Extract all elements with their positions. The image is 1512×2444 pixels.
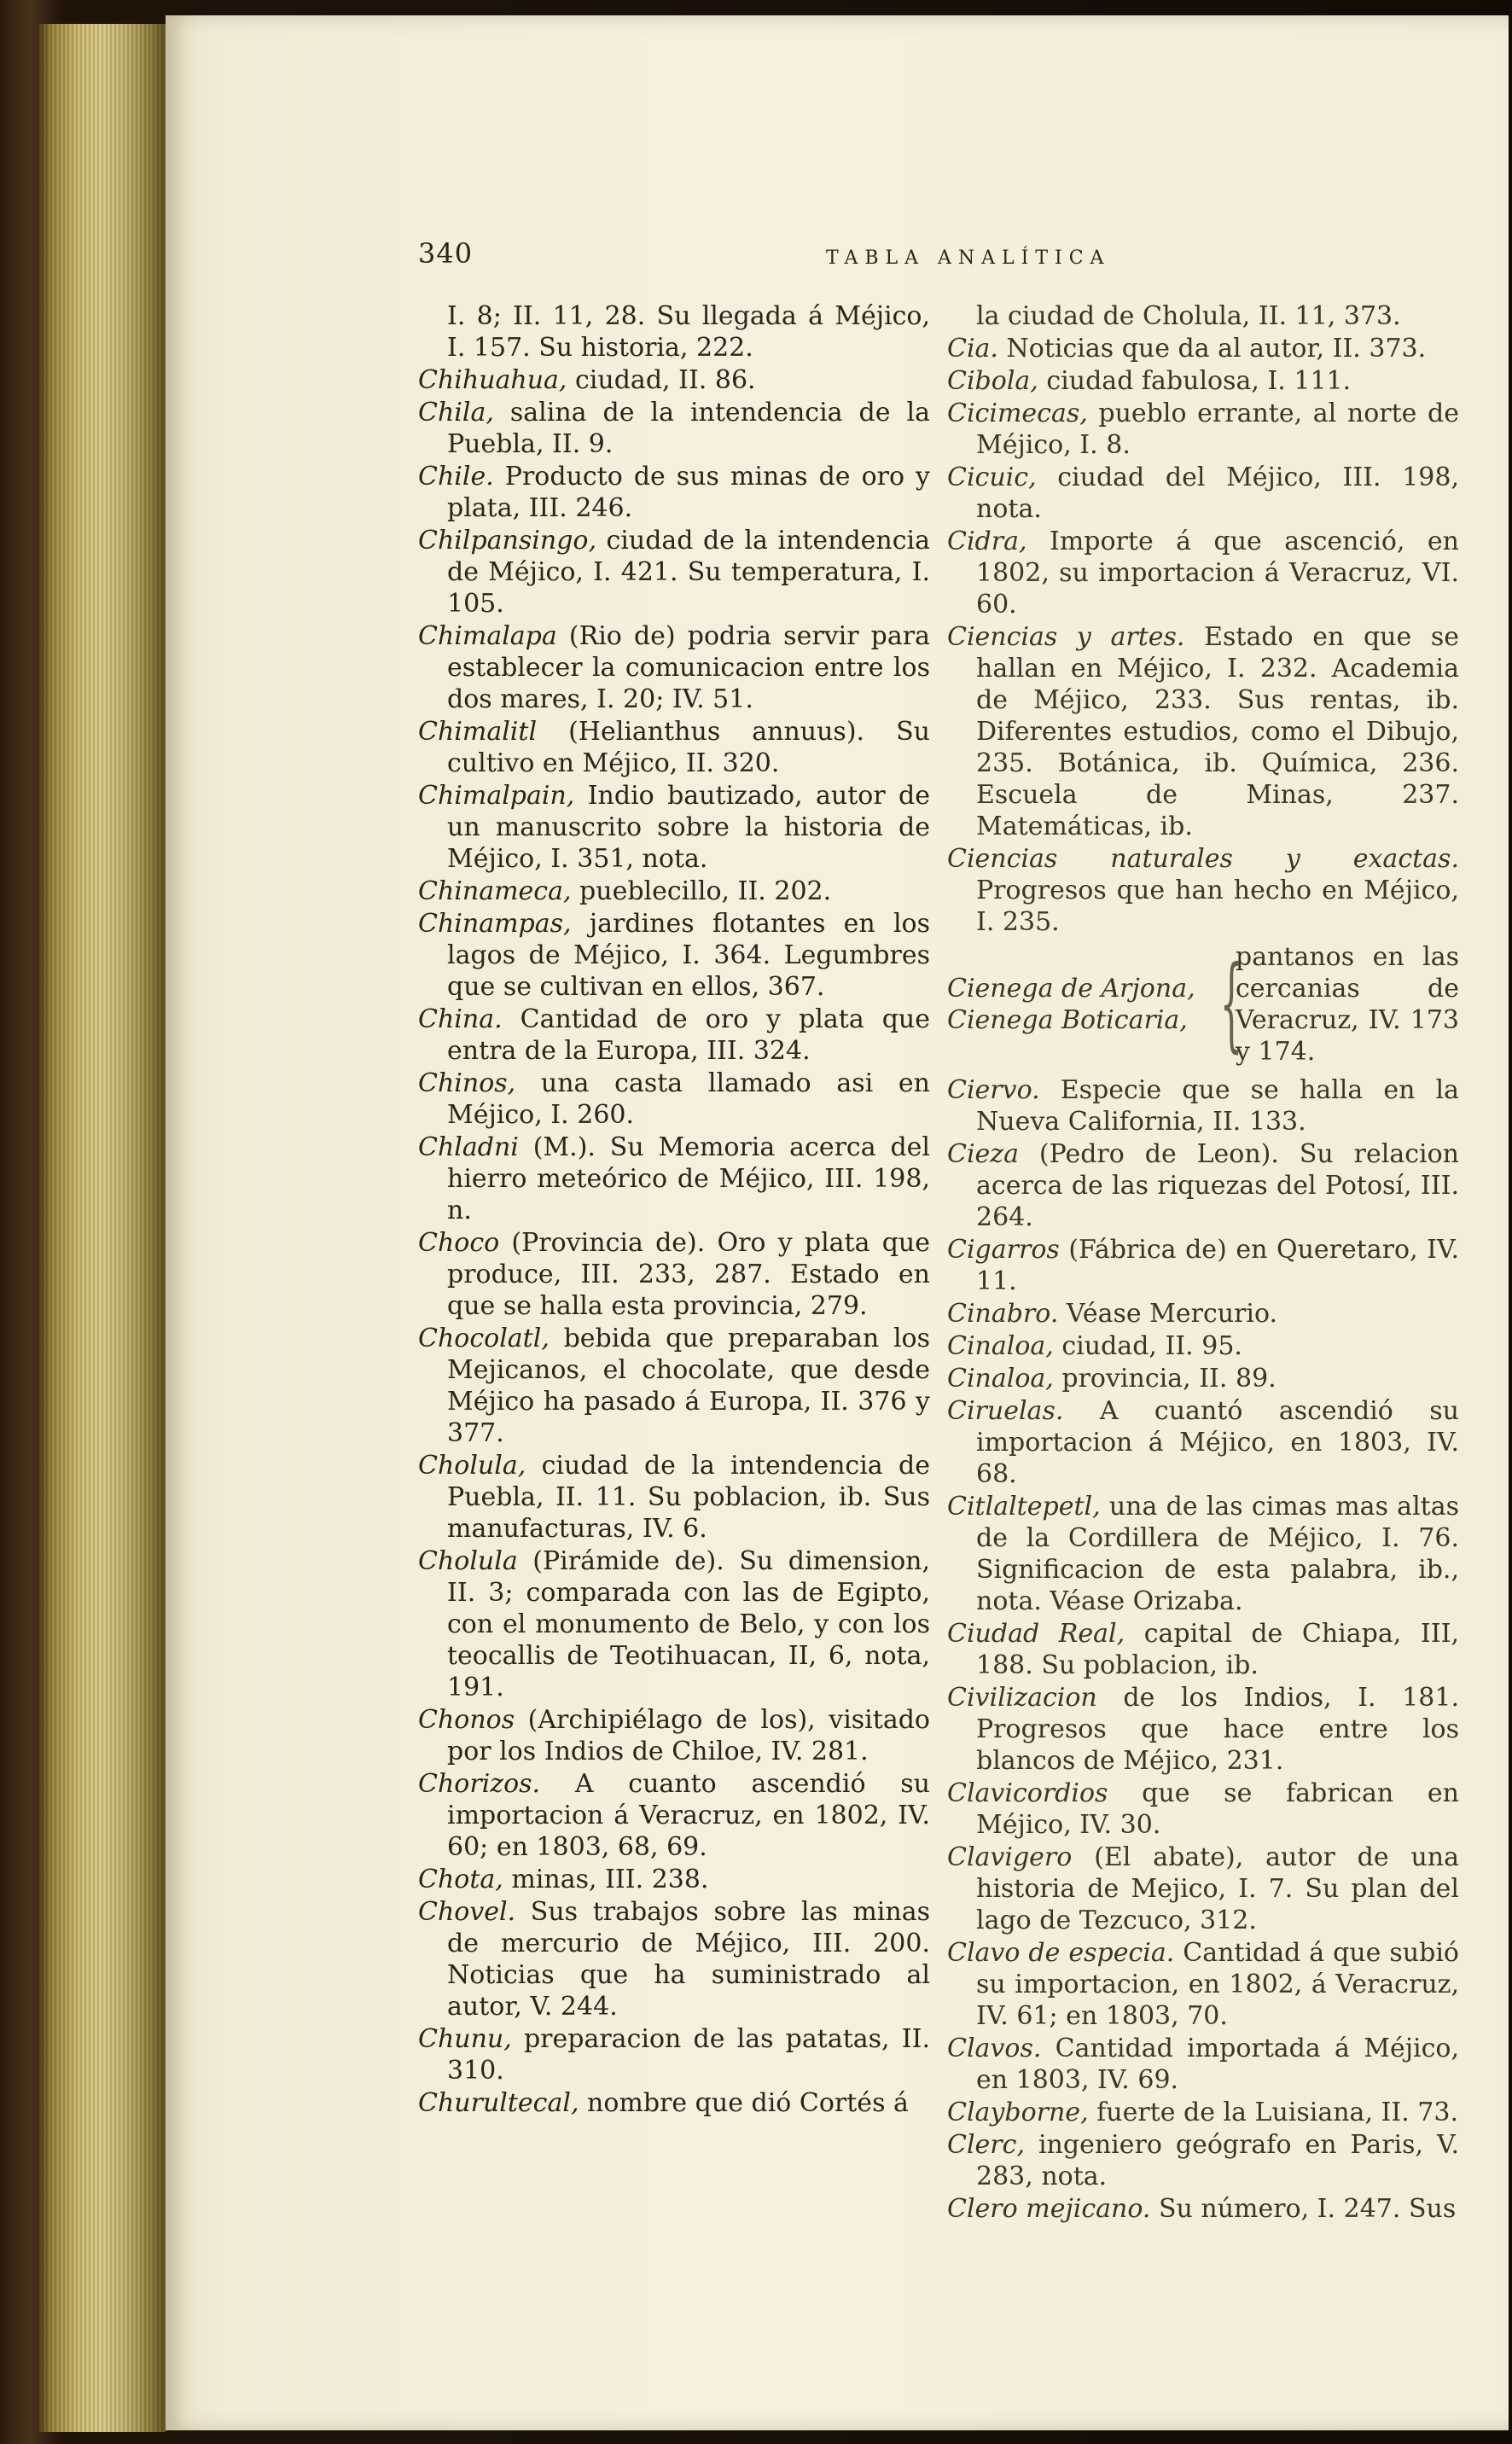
index-entry [418,1704,930,1767]
entry-text: Estado en que se hallan en Méjico, I. 232. Academia de Méjico, 233. Sus rentas, ib. Diferentes estudios, como el Dibujo, 235. Botánica, ib. Química, 236. Escuela de Minas, 237. Matemáticas, ib. [976,622,1459,841]
entry-text: capital de Chiapa, III, 188. Su poblacion, ib. [976,1619,1459,1680]
entry-text: A cuantó ascendió su importacion á Méjico, en 1803, IV. 68. [976,1396,1459,1489]
index-entry [947,1395,1459,1490]
entry-text: jardines flotantes en los lagos de Méjico, I. 364. Legumbres que se cultivan en ellos, 367. [447,909,930,1002]
index-entry [947,333,1459,364]
entry-text: (Archipiélago de los), visitado por los Indios de Chiloe, IV. 281. [447,1705,930,1766]
entry-headword: Cieza [947,1139,1019,1169]
entry-headword: Clavos. [947,2034,1042,2063]
entry-text: Producto de sus minas de oro y plata, III. 246. [447,462,930,523]
index-entry [947,1842,1459,1936]
entry-text: Sus trabajos sobre las minas de mercurio de Méjico, III. 200. Noticias que ha suministrado al autor, V. 244. [447,1897,930,2022]
entry-headword: Cigarros [947,1235,1060,1265]
index-entry [418,1545,930,1703]
entry-text: ciudad, II. 86. [567,365,756,395]
index-entry [418,1450,930,1545]
entry-text: una de las cimas mas altas de la Cordillera de Méjico, I. 76. Significacion de esta palabra, ib., nota. Véase Orizaba. [976,1492,1459,1616]
entry-headword: Chinos, [418,1068,516,1098]
index-entry [418,1227,930,1322]
entry-text: ciudad de la intendencia de Puebla, II. 11. Su poblacion, ib. Sus manufacturas, IV. 6. [447,1451,930,1544]
page-edge-texture [38,24,166,2432]
index-entry [947,843,1459,938]
entry-text: preparacion de las patatas, II. 310. [447,2024,930,2086]
index-entry [947,398,1459,461]
brace-glyph: { [1219,945,1243,1063]
entry-text: de los Indios, I. 181. Progresos que hace entre los blancos de Méjico, 231. [976,1683,1459,1776]
entry-headword: Ciruelas. [947,1396,1064,1426]
right-index-column [947,300,1459,2226]
index-entry [418,2023,930,2086]
index-entry [947,2097,1459,2128]
index-entry [418,461,930,524]
entry-text: Noticias que da al autor, II. 373. [997,334,1427,364]
entry-text: (Pirámide de). Su dimension, II. 3; comparada con las de Egipto, con el monumento de Belo, y con los teocallis de Teotihuacan, II, 6, nota, 191. [447,1546,930,1702]
index-entry [947,1330,1459,1362]
index-entry [418,1132,930,1226]
entry-headword: Chinampas, [418,909,572,939]
entry-text: que se fabrican en Méjico, IV. 30. [976,1778,1459,1840]
entry-headword: Cibola, [947,366,1038,396]
entry-headword: China. [418,1004,503,1034]
entry-text: (Helianthus annuus). Su cultivo en Méjico, II. 320. [447,717,930,778]
entry-headword: Chonos [418,1705,515,1735]
entry-headword: Ciervo. [947,1075,1040,1105]
entry-headword: Ciencias naturales y exactas. [947,844,1459,874]
entry-headword: Chihuahua, [418,365,567,395]
index-entry [418,300,930,364]
entry-headword: Chunu, [418,2024,512,2054]
entry-headword: Citlaltepetl, [947,1492,1101,1522]
entry-text: pueblecillo, II. 202. [571,876,832,906]
index-entry [947,1618,1459,1681]
entry-text: Especie que se halla en la Nueva California, II. 133. [976,1075,1459,1137]
entry-headword: Chila, [418,398,494,428]
entry-headword: Cicimecas, [947,399,1088,428]
entry-headword: Cicuic, [947,463,1037,492]
index-entry [418,364,930,396]
entry-headword: Clavigero [947,1842,1073,1872]
entry-text: (Rio de) podria servir para establecer la comunicacion entre los dos mares, I. 20; IV. 51. [447,621,930,714]
index-entry [947,2033,1459,2096]
entry-headword: Chorizos. [418,1769,541,1799]
entry-headword: Civilizacion [947,1683,1097,1713]
left-index-column [418,300,930,2120]
index-entry [947,462,1459,525]
index-entry [947,526,1459,620]
index-entry [418,525,930,620]
entry-headword: Chimalitl [418,717,538,747]
entry-headword: Ciencias y artes. [947,622,1185,652]
entry-text: pueblo errante, al norte de Méjico, I. 8. [976,399,1459,460]
entry-text: ciudad de la intendencia de Méjico, I. 421. Su temperatura, I. 105. [447,526,930,619]
index-entry [947,1234,1459,1297]
index-entry [418,1768,930,1863]
entry-text: A cuanto ascendió su importacion á Veracruz, en 1802, IV. 60; en 1803, 68, 69. [447,1769,930,1862]
entry-text: minas, III. 238. [503,1865,709,1894]
index-entry [418,1864,930,1895]
entry-headword: Chinameca, [418,876,572,906]
index-entry [947,1298,1459,1330]
entry-text: Su número, I. 247. Sus [1150,2194,1457,2224]
index-entry [947,2129,1459,2192]
entry-headword: Chimalpain, [418,781,575,811]
index-entry [418,1068,930,1131]
entry-headword: Cholula, [418,1451,526,1481]
entry-headword: Clero mejicano. [947,2194,1151,2224]
cienega-description: pantanos en las cercanias de Veracruz, IV. 173 y 174. [1236,942,1459,1067]
entry-headword: Cidra, [947,527,1027,556]
entry-headword: Clayborne, [947,2098,1089,2127]
entry-headword: Choco [418,1228,500,1258]
entry-headword: Cinaloa, [947,1331,1054,1361]
index-entry [418,908,930,1003]
entry-text: (Provincia de). Oro y plata que produce, III. 233, 287. Estado en que se halla esta provincia, 279. [447,1228,930,1321]
right-column-bottom-entries [947,1074,1459,2225]
entry-text: ciudad, II. 95. [1053,1331,1242,1361]
index-entry [947,1778,1459,1841]
entry-text: Progresos que han hecho en Méjico, I. 235. [976,876,1459,937]
index-entry [947,1363,1459,1394]
entry-headword: Chilpansingo, [418,526,596,556]
index-entry [418,876,930,907]
entry-text: I. 8; II. 11, 28. Su llegada á Méjico, I. 157. Su historia, 222. [447,301,930,363]
entry-text: bebida que preparaban los Mejicanos, el chocolate, que desde Méjico ha pasado á Europa, II. 376 y 377. [447,1324,930,1448]
cienega-headword: Cienega Boticaria, [947,1005,1188,1035]
index-entry [418,1896,930,2022]
entry-text: provincia, II. 89. [1053,1364,1276,1394]
index-entry [947,365,1459,397]
index-entry [418,620,930,715]
entry-text: (Fábrica de) en Queretaro, IV. 11. [976,1235,1459,1296]
entry-headword: Cinabro. [947,1299,1059,1329]
index-entry [947,1937,1459,2032]
entry-headword: Clavo de especia. [947,1938,1175,1968]
index-entry [947,1138,1459,1233]
entry-headword: Clavicordios [947,1778,1108,1808]
entry-text: nombre que dió Cortés á [579,2088,909,2118]
index-entry [947,1491,1459,1617]
entry-headword: Cinaloa, [947,1364,1054,1394]
entry-text: la ciudad de Cholula, II. 11, 373. [976,301,1401,331]
entry-headword: Chile. [418,462,494,492]
entry-headword: Ciudad Real, [947,1619,1125,1649]
entry-text: ciudad del Méjico, III. 198, nota. [976,463,1459,524]
entry-text: salina de la intendencia de la Puebla, II. 9. [447,398,930,459]
entry-text: Importe á que ascenció, en 1802, su importacion á Veracruz, VI. 60. [976,527,1459,620]
entry-headword: Clerc, [947,2130,1025,2160]
entry-headword: Chladni [418,1132,519,1162]
entry-text: ingeniero geógrafo en Paris, V. 283, nota. [976,2130,1459,2191]
index-entry [418,1004,930,1067]
index-entry [947,621,1459,842]
entry-text: (M.). Su Memoria acerca del hierro meteórico de Méjico, III. 198, n. [447,1132,930,1225]
right-column-top-entries [947,300,1459,938]
cienega-headwords [947,973,1212,1036]
index-entry [418,2087,930,2119]
index-entry [947,1682,1459,1777]
entry-headword: Cholula [418,1546,518,1576]
entry-text: Véase Mercurio. [1058,1299,1278,1329]
index-entry [418,397,930,460]
entry-text: Indio bautizado, autor de un manuscrito sobre la historia de Méjico, I. 351, nota. [447,781,930,874]
entry-text: Cantidad á que subió su importacion, en 1802, á Veracruz, IV. 61; en 1803, 70. [976,1938,1459,2031]
index-entry [418,780,930,875]
index-entry [418,1323,930,1449]
index-entry [947,2193,1459,2225]
index-entry [947,1074,1459,1138]
entry-text: Cantidad de oro y plata que entra de la Europa, III. 324. [447,1004,930,1066]
entry-headword: Churultecal, [418,2088,579,2118]
entry-text: Cantidad importada á Méjico, en 1803, IV. 69. [976,2034,1459,2095]
page-number: 340 [418,237,474,270]
entry-headword: Chota, [418,1865,503,1894]
entry-headword: Chimalapa [418,621,557,651]
index-entry [418,716,930,779]
running-head: TABLA ANALÍTICA [826,247,1111,269]
entry-text: ciudad fabulosa, I. 111. [1038,366,1352,396]
entry-text: (Pedro de Leon). Su relacion acerca de las riquezas del Potosí, III. 264. [976,1139,1459,1232]
entry-text: una casta llamado asi en Méjico, I. 260. [447,1068,930,1130]
cienega-grouped-entry [947,941,1459,1068]
entry-text: (El abate), autor de una historia de Mejico, I. 7. Su plan del lago de Tezcuco, 312. [976,1842,1459,1935]
entry-text: fuerte de la Luisiana, II. 73. [1088,2098,1458,2127]
index-entry [947,300,1459,332]
entry-headword: Chovel. [418,1897,516,1927]
entry-headword: Chocolatl, [418,1324,550,1353]
entry-headword: Cia. [947,334,998,364]
cienega-headword: Cienega de Arjona, [947,974,1195,1004]
